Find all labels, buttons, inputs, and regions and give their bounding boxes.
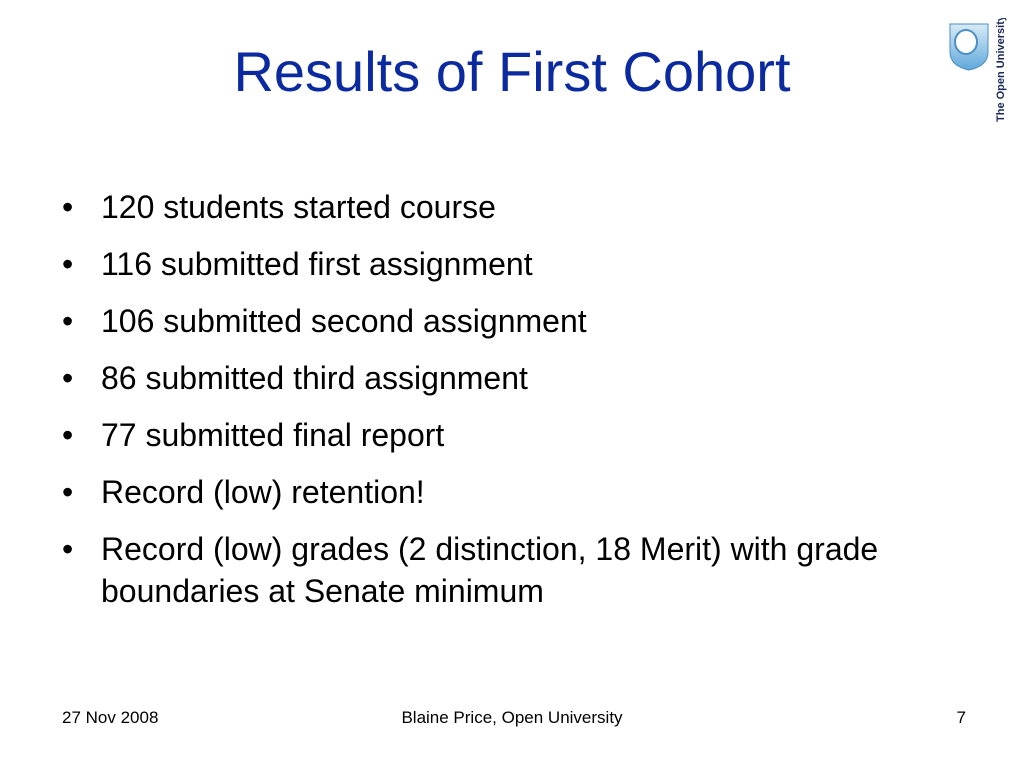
- bullet-item: [62, 357, 992, 399]
- open-university-logo: [944, 18, 1014, 128]
- slide-title: Results of First Cohort: [233, 40, 791, 103]
- bullet-item: [62, 300, 992, 342]
- bullet-text: 116 submitted first assignment: [101, 246, 533, 282]
- footer-date: 27 Nov 2008: [62, 708, 159, 727]
- bullet-text: 77 submitted final report: [101, 417, 445, 453]
- footer-page-number: 7: [956, 708, 966, 727]
- logo-wordmark: The Open University: [995, 18, 1007, 122]
- bullet-item: [62, 528, 992, 612]
- bullet-dot-icon: •: [62, 474, 74, 510]
- open-university-logo-icon: [944, 18, 1014, 128]
- footer-author: Blaine Price, Open University: [401, 708, 623, 727]
- bullet-item: [62, 243, 992, 285]
- bullet-item: [62, 186, 992, 228]
- bullet-dot-icon: •: [62, 189, 74, 225]
- bullet-dot-icon: •: [62, 303, 74, 339]
- bullet-list: [62, 186, 992, 627]
- bullet-text: 120 students started course: [101, 189, 496, 225]
- bullet-text: Record (low) retention!: [101, 474, 425, 510]
- bullet-text: Record (low) grades (2 distinction, 18 Merit) with grade boundaries at Senate minimum: [101, 531, 879, 609]
- bullet-item: [62, 414, 992, 456]
- bullet-text: 86 submitted third assignment: [101, 360, 528, 396]
- bullet-dot-icon: •: [62, 531, 74, 567]
- bullet-dot-icon: •: [62, 417, 74, 453]
- bullet-dot-icon: •: [62, 246, 74, 282]
- bullet-item: [62, 471, 992, 513]
- bullet-dot-icon: •: [62, 360, 74, 396]
- bullet-text: 106 submitted second assignment: [101, 303, 587, 339]
